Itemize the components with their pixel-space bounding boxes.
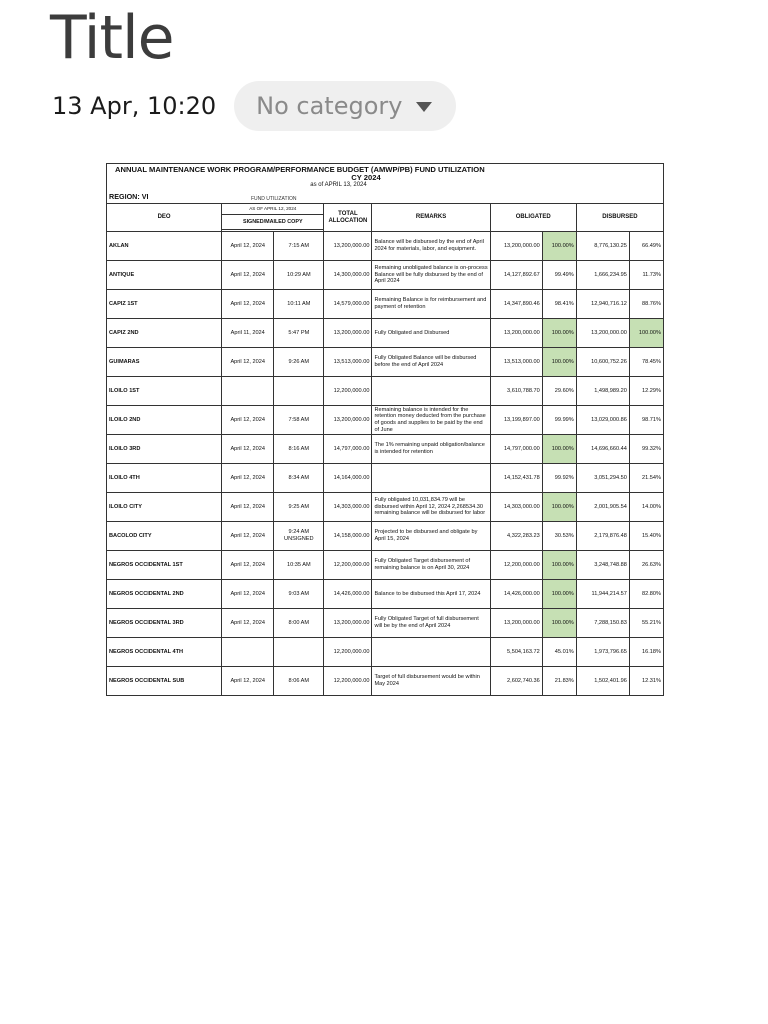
row-date: April 12, 2024 bbox=[222, 435, 274, 464]
row-disbursed: 1,666,234.95 bbox=[576, 261, 629, 290]
row-total-allocation: 13,513,000.00 bbox=[324, 348, 372, 377]
row-obligated: 14,797,000.00 bbox=[490, 435, 542, 464]
row-total-allocation: 14,158,000.00 bbox=[324, 522, 372, 551]
row-remarks: Balance will be disbursed by the end of April 2024 for materials, labor, and equipment. bbox=[372, 232, 490, 261]
row-date: April 12, 2024 bbox=[222, 290, 274, 319]
table-row bbox=[107, 609, 664, 638]
row-obligated-pct: 99.92% bbox=[542, 464, 576, 493]
row-obligated-pct: 29.60% bbox=[542, 377, 576, 406]
row-date bbox=[222, 377, 274, 406]
row-date: April 12, 2024 bbox=[222, 609, 274, 638]
row-time: 9:26 AM bbox=[274, 348, 324, 377]
row-time bbox=[274, 377, 324, 406]
row-obligated-pct: 99.49% bbox=[542, 261, 576, 290]
col-signed-copy: SIGNED/MAILED COPY bbox=[222, 215, 324, 230]
row-disbursed-pct: 14.00% bbox=[629, 493, 663, 522]
row-disbursed-pct: 88.76% bbox=[629, 290, 663, 319]
row-obligated-pct: 100.00% bbox=[542, 493, 576, 522]
row-total-allocation: 12,200,000.00 bbox=[324, 667, 372, 696]
row-remarks bbox=[372, 464, 490, 493]
row-total-allocation: 14,426,000.00 bbox=[324, 580, 372, 609]
row-remarks: Projected to be disbursed and obligate by April 15, 2024 bbox=[372, 522, 490, 551]
table-row bbox=[107, 348, 664, 377]
row-remarks bbox=[372, 638, 490, 667]
sheet-header bbox=[106, 163, 664, 203]
row-disbursed-pct: 100.00% bbox=[629, 319, 663, 348]
row-remarks: Target of full disbursement would be within May 2024 bbox=[372, 667, 490, 696]
row-total-allocation: 12,200,000.00 bbox=[324, 377, 372, 406]
row-time: 8:16 AM bbox=[274, 435, 324, 464]
category-label: No category bbox=[256, 92, 403, 120]
row-date: April 12, 2024 bbox=[222, 551, 274, 580]
row-disbursed-pct: 11.73% bbox=[629, 261, 663, 290]
row-date: April 12, 2024 bbox=[222, 464, 274, 493]
row-total-allocation: 13,200,000.00 bbox=[324, 232, 372, 261]
row-time: 10:29 AM bbox=[274, 261, 324, 290]
table-row bbox=[107, 667, 664, 696]
row-total-allocation: 14,579,000.00 bbox=[324, 290, 372, 319]
row-disbursed: 1,498,989.20 bbox=[576, 377, 629, 406]
row-disbursed: 13,029,000.86 bbox=[576, 406, 629, 435]
row-date bbox=[222, 638, 274, 667]
row-obligated-pct: 21.83% bbox=[542, 667, 576, 696]
row-disbursed: 14,696,660.44 bbox=[576, 435, 629, 464]
row-deo: CAPIZ 1ST bbox=[107, 290, 222, 319]
row-deo: ILOILO 1ST bbox=[107, 377, 222, 406]
row-time: 8:34 AM bbox=[274, 464, 324, 493]
row-total-allocation: 13,200,000.00 bbox=[324, 609, 372, 638]
table-row bbox=[107, 551, 664, 580]
row-deo: NEGROS OCCIDENTAL 3RD bbox=[107, 609, 222, 638]
fund-utilization-label: FUND UTILIZATION bbox=[251, 196, 297, 202]
row-remarks: Remaining Balance is for reimbursement and payment of retention bbox=[372, 290, 490, 319]
row-time: 8:06 AM bbox=[274, 667, 324, 696]
row-deo: NEGROS OCCIDENTAL SUB bbox=[107, 667, 222, 696]
row-disbursed-pct: 26.63% bbox=[629, 551, 663, 580]
table-row bbox=[107, 522, 664, 551]
fund-table-body bbox=[107, 232, 664, 696]
row-disbursed-pct: 99.32% bbox=[629, 435, 663, 464]
row-date: April 11, 2024 bbox=[222, 319, 274, 348]
row-remarks: Balance to be disbursed this April 17, 2024 bbox=[372, 580, 490, 609]
row-disbursed-pct: 78.45% bbox=[629, 348, 663, 377]
row-date: April 12, 2024 bbox=[222, 580, 274, 609]
row-obligated-pct: 100.00% bbox=[542, 551, 576, 580]
row-obligated: 14,303,000.00 bbox=[490, 493, 542, 522]
row-obligated-pct: 30.53% bbox=[542, 522, 576, 551]
row-disbursed: 2,179,876.48 bbox=[576, 522, 629, 551]
row-time: 7:58 AM bbox=[274, 406, 324, 435]
note-meta-row bbox=[52, 80, 456, 132]
row-obligated-pct: 100.00% bbox=[542, 580, 576, 609]
row-remarks: Fully obligated 10,031,834.79 will be disbursed within April 12, 2024 2,268534.30 remaining balance will be disbursed for labor bbox=[372, 493, 490, 522]
row-obligated: 12,200,000.00 bbox=[490, 551, 542, 580]
row-time: 5:47 PM bbox=[274, 319, 324, 348]
row-obligated: 14,347,890.46 bbox=[490, 290, 542, 319]
row-disbursed-pct: 82.80% bbox=[629, 580, 663, 609]
table-row bbox=[107, 464, 664, 493]
row-obligated: 3,610,788.70 bbox=[490, 377, 542, 406]
row-deo: ILOILO 4TH bbox=[107, 464, 222, 493]
row-disbursed-pct: 66.49% bbox=[629, 232, 663, 261]
row-disbursed: 7,288,150.83 bbox=[576, 609, 629, 638]
row-time: 9:24 AM UNSIGNED bbox=[274, 522, 324, 551]
row-total-allocation: 12,200,000.00 bbox=[324, 551, 372, 580]
row-obligated: 13,200,000.00 bbox=[490, 232, 542, 261]
note-date[interactable]: 13 Apr, 10:20 bbox=[52, 92, 217, 120]
row-time: 9:03 AM bbox=[274, 580, 324, 609]
row-total-allocation: 14,797,000.00 bbox=[324, 435, 372, 464]
row-disbursed: 8,776,130.25 bbox=[576, 232, 629, 261]
table-row bbox=[107, 580, 664, 609]
sheet-year: CY 2024 bbox=[351, 173, 381, 182]
row-time: 8:00 AM bbox=[274, 609, 324, 638]
chevron-down-icon bbox=[416, 102, 432, 112]
row-obligated-pct: 100.00% bbox=[542, 232, 576, 261]
row-time bbox=[274, 638, 324, 667]
row-disbursed: 10,600,752.26 bbox=[576, 348, 629, 377]
row-disbursed: 1,973,796.65 bbox=[576, 638, 629, 667]
row-disbursed-pct: 21.54% bbox=[629, 464, 663, 493]
attached-spreadsheet-image[interactable] bbox=[106, 163, 664, 696]
row-date: April 12, 2024 bbox=[222, 406, 274, 435]
row-disbursed-pct: 16.18% bbox=[629, 638, 663, 667]
row-obligated: 14,152,431.78 bbox=[490, 464, 542, 493]
row-obligated: 2,602,740.36 bbox=[490, 667, 542, 696]
row-obligated: 13,513,000.00 bbox=[490, 348, 542, 377]
row-remarks bbox=[372, 377, 490, 406]
col-obligated: OBLIGATED bbox=[490, 204, 576, 232]
table-row bbox=[107, 319, 664, 348]
col-disbursed: DISBURSED bbox=[576, 204, 663, 232]
row-date: April 12, 2024 bbox=[222, 493, 274, 522]
row-remarks: Fully Obligated Target disbursement of remaining balance is on April 30, 2024 bbox=[372, 551, 490, 580]
row-date: April 12, 2024 bbox=[222, 667, 274, 696]
category-dropdown[interactable] bbox=[234, 81, 456, 131]
col-deo: DEO bbox=[107, 204, 222, 232]
table-row bbox=[107, 377, 664, 406]
row-obligated-pct: 45.01% bbox=[542, 638, 576, 667]
row-deo: AKLAN bbox=[107, 232, 222, 261]
row-deo: ILOILO 2ND bbox=[107, 406, 222, 435]
row-obligated-pct: 100.00% bbox=[542, 435, 576, 464]
row-deo: ANTIQUE bbox=[107, 261, 222, 290]
row-remarks: Fully Obligated Balance will be disbursed before the end of April 2024 bbox=[372, 348, 490, 377]
row-remarks: Remaining balance is intended for the retention money deducted from the purchase of goods and supplies to be paid by the end of June bbox=[372, 406, 490, 435]
row-total-allocation: 12,200,000.00 bbox=[324, 638, 372, 667]
row-disbursed: 12,940,716.12 bbox=[576, 290, 629, 319]
row-obligated: 14,127,892.67 bbox=[490, 261, 542, 290]
row-obligated-pct: 100.00% bbox=[542, 319, 576, 348]
col-as-of: AS OF APRIL 12, 2024 bbox=[222, 204, 324, 215]
sheet-region: REGION: VI bbox=[109, 192, 149, 201]
sheet-title: ANNUAL MAINTENANCE WORK PROGRAM/PERFORMANCE BUDGET (AMWP/PB) FUND UTILIZATION bbox=[115, 165, 485, 174]
row-obligated-pct: 100.00% bbox=[542, 609, 576, 638]
row-total-allocation: 14,303,000.00 bbox=[324, 493, 372, 522]
row-deo: ILOILO CITY bbox=[107, 493, 222, 522]
row-disbursed: 2,001,905.54 bbox=[576, 493, 629, 522]
row-disbursed: 1,502,401.96 bbox=[576, 667, 629, 696]
row-time: 10:11 AM bbox=[274, 290, 324, 319]
row-date: April 12, 2024 bbox=[222, 261, 274, 290]
row-deo: NEGROS OCCIDENTAL 1ST bbox=[107, 551, 222, 580]
row-time: 9:25 AM bbox=[274, 493, 324, 522]
row-total-allocation: 13,200,000.00 bbox=[324, 319, 372, 348]
row-date: April 12, 2024 bbox=[222, 522, 274, 551]
row-deo: NEGROS OCCIDENTAL 4TH bbox=[107, 638, 222, 667]
note-title[interactable]: Title bbox=[50, 3, 174, 73]
row-deo: BACOLOD CITY bbox=[107, 522, 222, 551]
col-remarks: REMARKS bbox=[372, 204, 490, 232]
table-row bbox=[107, 290, 664, 319]
row-obligated-pct: 100.00% bbox=[542, 348, 576, 377]
row-obligated: 13,199,897.00 bbox=[490, 406, 542, 435]
row-disbursed-pct: 15.40% bbox=[629, 522, 663, 551]
row-obligated-pct: 99.99% bbox=[542, 406, 576, 435]
row-obligated: 14,426,000.00 bbox=[490, 580, 542, 609]
row-date: April 12, 2024 bbox=[222, 232, 274, 261]
table-row bbox=[107, 261, 664, 290]
row-remarks: Remaining unobligated balance is on-process Balance will be fully disbursed by the end of April 2024 bbox=[372, 261, 490, 290]
row-time: 10:35 AM bbox=[274, 551, 324, 580]
row-disbursed-pct: 98.71% bbox=[629, 406, 663, 435]
row-obligated: 5,504,163.72 bbox=[490, 638, 542, 667]
row-total-allocation: 14,300,000.00 bbox=[324, 261, 372, 290]
row-date: April 12, 2024 bbox=[222, 348, 274, 377]
table-row bbox=[107, 493, 664, 522]
table-row bbox=[107, 435, 664, 464]
table-row bbox=[107, 638, 664, 667]
row-total-allocation: 14,164,000.00 bbox=[324, 464, 372, 493]
row-disbursed-pct: 55.21% bbox=[629, 609, 663, 638]
row-disbursed: 3,051,294.50 bbox=[576, 464, 629, 493]
row-deo: GUIMARAS bbox=[107, 348, 222, 377]
row-disbursed: 13,200,000.00 bbox=[576, 319, 629, 348]
row-disbursed: 3,248,748.88 bbox=[576, 551, 629, 580]
row-total-allocation: 13,200,000.00 bbox=[324, 406, 372, 435]
row-disbursed: 11,944,214.57 bbox=[576, 580, 629, 609]
row-disbursed-pct: 12.31% bbox=[629, 667, 663, 696]
row-disbursed-pct: 12.29% bbox=[629, 377, 663, 406]
row-obligated: 13,200,000.00 bbox=[490, 609, 542, 638]
row-remarks: The 1% remaining unpaid obligation/balance is intended for retention bbox=[372, 435, 490, 464]
row-deo: CAPIZ 2ND bbox=[107, 319, 222, 348]
row-remarks: Fully Obligated and Disbursed bbox=[372, 319, 490, 348]
table-row bbox=[107, 232, 664, 261]
fund-table bbox=[106, 203, 664, 696]
table-row bbox=[107, 406, 664, 435]
row-time: 7:15 AM bbox=[274, 232, 324, 261]
row-obligated: 13,200,000.00 bbox=[490, 319, 542, 348]
sheet-as-of: as of APRIL 13, 2024 bbox=[310, 182, 367, 188]
row-deo: ILOILO 3RD bbox=[107, 435, 222, 464]
row-deo: NEGROS OCCIDENTAL 2ND bbox=[107, 580, 222, 609]
col-total-allocation: TOTAL ALLOCATION bbox=[324, 204, 372, 232]
row-obligated-pct: 98.41% bbox=[542, 290, 576, 319]
row-obligated: 4,322,283.23 bbox=[490, 522, 542, 551]
row-remarks: Fully Obligated Target of full disbursement will be by the end of April 2024 bbox=[372, 609, 490, 638]
